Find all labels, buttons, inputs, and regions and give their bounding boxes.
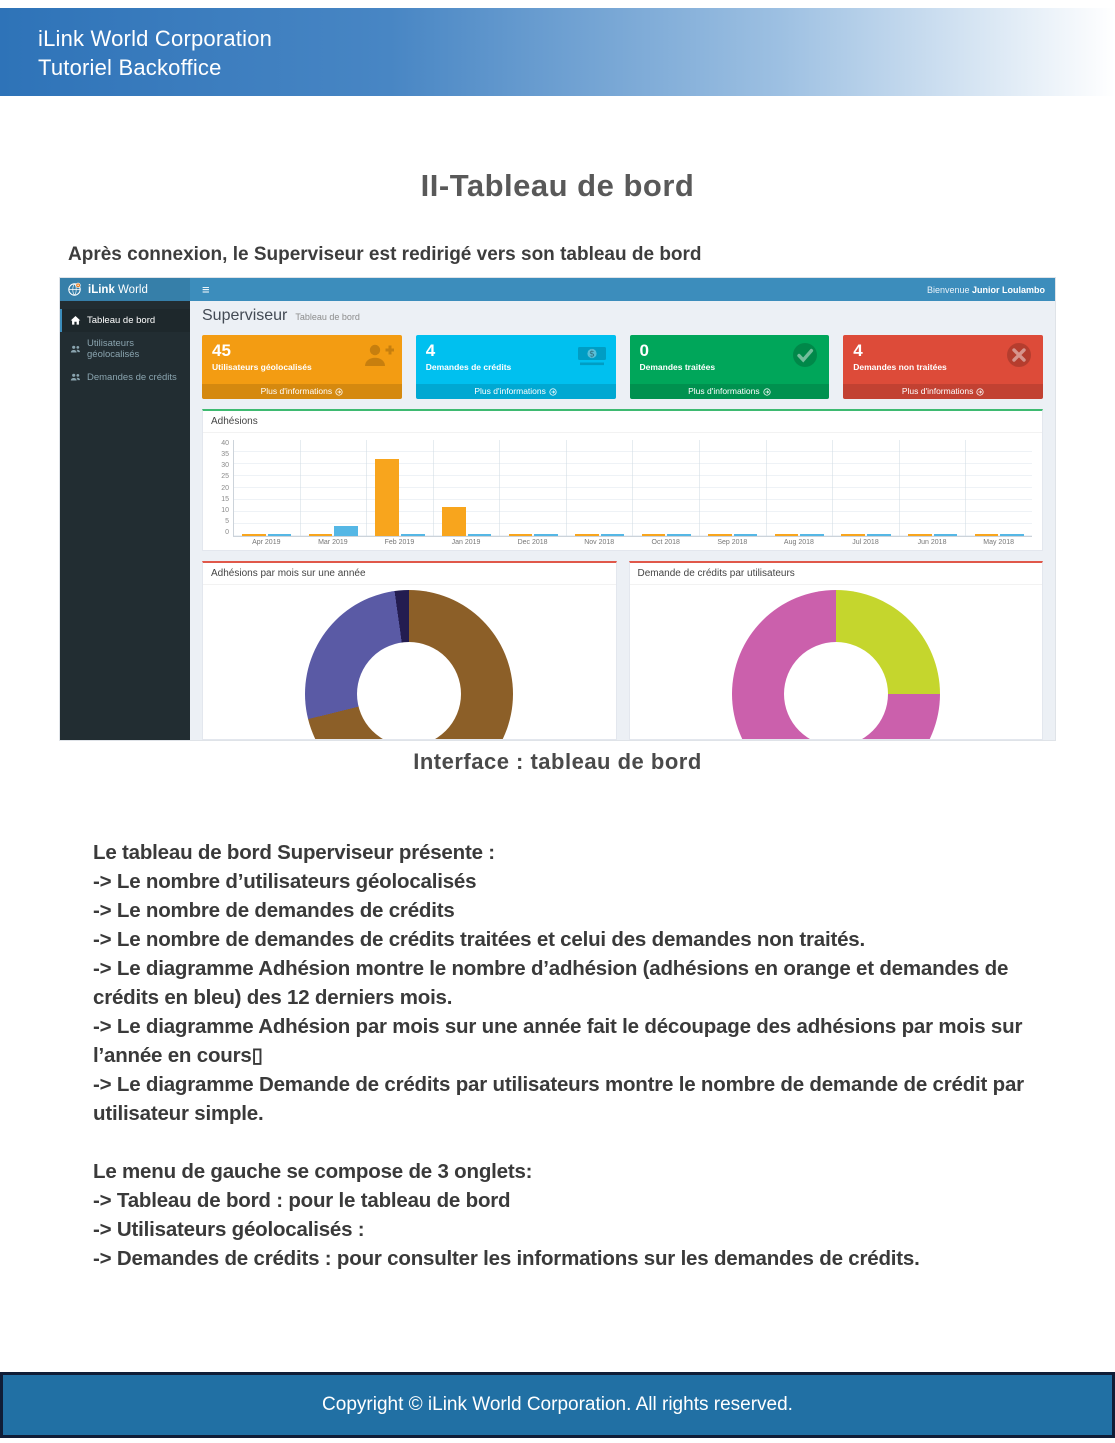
x-tick-label: Nov 2018 bbox=[584, 539, 615, 546]
stat-card-demandes-de-cr-dits bbox=[416, 335, 616, 399]
stat-cards-row bbox=[202, 335, 1043, 399]
sidebar-item-demandes-de-cr-dits[interactable] bbox=[60, 366, 190, 389]
bar-adh-sions bbox=[309, 534, 333, 536]
donut-charts-row bbox=[202, 561, 1043, 740]
stat-card-utilisateurs-g-olocalis-s bbox=[202, 335, 402, 399]
body-text bbox=[93, 838, 1045, 1273]
y-tick-label: 30 bbox=[221, 462, 229, 470]
money-icon bbox=[576, 341, 608, 369]
x-tick-label: Apr 2019 bbox=[252, 539, 281, 546]
more-info-label: Plus d'informations bbox=[901, 386, 974, 396]
bar-group bbox=[633, 440, 700, 536]
bar-group bbox=[234, 440, 301, 536]
bar-group bbox=[434, 440, 501, 536]
body-line: -> Demandes de crédits : pour consulter les informations sur les demandes de crédits. bbox=[93, 1247, 920, 1270]
bar-group bbox=[833, 440, 900, 536]
welcome-label: Bienvenue bbox=[926, 284, 972, 295]
document-header bbox=[0, 8, 1115, 96]
bar-group bbox=[700, 440, 767, 536]
bar-adh-sions bbox=[375, 459, 399, 536]
dashboard-body bbox=[60, 301, 1055, 740]
bar-group bbox=[767, 440, 834, 536]
adhesions-bar-chart bbox=[203, 433, 1042, 550]
body-line: -> Le diagramme Demande de crédits par utilisateurs montre le nombre de demande de crédit par utilisateur simple. bbox=[93, 1073, 1024, 1125]
x-circle-icon bbox=[1003, 341, 1035, 369]
stat-value: 4 bbox=[425, 341, 436, 360]
x-tick-label: Aug 2018 bbox=[783, 539, 814, 546]
x-tick-label: Feb 2019 bbox=[384, 539, 415, 546]
bar-adh-sions bbox=[442, 507, 466, 536]
bar-demandes-de-cr-dits bbox=[667, 534, 691, 536]
arrow-circle-icon bbox=[763, 388, 771, 396]
credit-requests-panel bbox=[629, 561, 1044, 740]
donut1-panel-title: Adhésions par mois sur une année bbox=[203, 563, 616, 585]
x-tick-label: Mar 2019 bbox=[318, 539, 348, 546]
more-info-label: Plus d'informations bbox=[474, 386, 546, 396]
stat-label: Utilisateurs géolocalisés bbox=[212, 362, 312, 372]
more-info-label: Plus d'informations bbox=[688, 386, 760, 396]
home-icon bbox=[70, 315, 81, 326]
sidebar-item-label: Tableau de bord bbox=[87, 315, 156, 326]
bar-group bbox=[900, 440, 967, 536]
content-heading bbox=[202, 307, 1043, 331]
main-content bbox=[190, 301, 1055, 740]
content-subtitle: Tableau de bord bbox=[295, 312, 360, 322]
plot-area bbox=[233, 440, 1032, 546]
users-icon bbox=[70, 344, 81, 355]
body-line: -> Le nombre de demandes de crédits bbox=[93, 899, 455, 922]
bar-demandes-de-cr-dits bbox=[867, 534, 891, 536]
sidebar-item-utilisateurs-g-olocalis-s[interactable] bbox=[60, 332, 190, 366]
body-line: Le tableau de bord Superviseur présente : bbox=[93, 841, 495, 864]
y-tick-label: 10 bbox=[221, 506, 229, 514]
donut2-panel-title: Demande de crédits par utilisateurs bbox=[630, 563, 1043, 585]
bar-demandes-de-cr-dits bbox=[334, 526, 358, 536]
x-tick-label: Jul 2018 bbox=[852, 539, 879, 546]
bar-demandes-de-cr-dits bbox=[734, 534, 758, 536]
stat-label: Demandes de crédits bbox=[425, 362, 512, 372]
y-tick-label: 0 bbox=[225, 529, 229, 536]
adhesions-panel bbox=[202, 409, 1043, 551]
top-navbar bbox=[60, 278, 1055, 301]
y-axis bbox=[209, 440, 233, 536]
company-name: iLink World Corporation bbox=[38, 26, 273, 51]
more-info-link[interactable] bbox=[630, 384, 830, 399]
user-plus-icon bbox=[362, 341, 394, 369]
sidebar bbox=[60, 301, 190, 740]
body-line: -> Le diagramme Adhésion montre le nombre d’adhésion (adhésions en orange et demandes de crédits en bleu) des 12 derniers mois. bbox=[93, 957, 1009, 1009]
bar-adh-sions bbox=[575, 534, 599, 536]
y-tick-label: 5 bbox=[225, 517, 229, 525]
bar-demandes-de-cr-dits bbox=[268, 534, 292, 536]
plot bbox=[233, 440, 1032, 537]
globe-icon bbox=[67, 282, 82, 297]
adhesions-donut-chart bbox=[305, 590, 513, 740]
body-line: -> Tableau de bord : pour le tableau de bord bbox=[93, 1189, 511, 1212]
x-tick-label: Sep 2018 bbox=[717, 539, 748, 546]
x-tick-label: Jan 2019 bbox=[451, 539, 481, 546]
x-tick-label: May 2018 bbox=[983, 539, 1015, 546]
bar-adh-sions bbox=[908, 534, 932, 536]
bar-group bbox=[567, 440, 634, 536]
bar-demandes-de-cr-dits bbox=[468, 534, 492, 536]
y-tick-label: 25 bbox=[221, 473, 229, 481]
stat-label: Demandes traitées bbox=[639, 362, 716, 372]
lead-text: Après connexion, le Superviseur est redirigé vers son tableau de bord bbox=[68, 244, 702, 265]
body-line: Le menu de gauche se compose de 3 onglets: bbox=[93, 1160, 533, 1183]
bar-demandes-de-cr-dits bbox=[601, 534, 625, 536]
stat-value: 0 bbox=[639, 341, 649, 360]
body-line: -> Le diagramme Adhésion par mois sur une année fait le découpage des adhésions par mois sur l’année en cours▯ bbox=[93, 1015, 1023, 1067]
bar-adh-sions bbox=[708, 534, 732, 536]
sidebar-toggle-icon[interactable]: ≡ bbox=[202, 282, 210, 297]
more-info-link[interactable] bbox=[843, 384, 1043, 399]
document-footer bbox=[0, 1372, 1115, 1438]
stat-value: 4 bbox=[853, 341, 863, 360]
stat-card-demandes-non-trait-es bbox=[843, 335, 1043, 399]
username: Junior Loulambo bbox=[972, 284, 1045, 295]
bar-adh-sions bbox=[841, 534, 865, 536]
brand-logo[interactable] bbox=[60, 278, 190, 301]
body-line: -> Le nombre d’utilisateurs géolocalisés bbox=[93, 870, 477, 893]
bar-demandes-de-cr-dits bbox=[1000, 534, 1024, 536]
stat-label: Demandes non traitées bbox=[853, 362, 947, 372]
user-menu[interactable] bbox=[927, 285, 1055, 295]
y-tick-label: 40 bbox=[221, 440, 229, 447]
y-tick-label: 15 bbox=[221, 495, 229, 503]
credit-requests-donut-chart bbox=[732, 590, 940, 740]
bar-group bbox=[500, 440, 567, 536]
users-icon bbox=[70, 372, 81, 383]
section-title: II-Tableau de bord bbox=[420, 168, 695, 203]
copyright-text: Copyright © iLink World Corporation. All rights reserved. bbox=[322, 1394, 793, 1415]
x-tick-label: Jun 2018 bbox=[917, 539, 947, 546]
bar-demandes-de-cr-dits bbox=[934, 534, 958, 536]
dashboard-screenshot bbox=[60, 278, 1055, 740]
bar-adh-sions bbox=[242, 534, 266, 536]
adhesions-panel-title: Adhésions bbox=[203, 411, 1042, 433]
figure-caption: Interface : tableau de bord bbox=[413, 749, 702, 774]
arrow-circle-icon bbox=[976, 388, 984, 396]
sidebar-item-label: Utilisateurs géolocalisés bbox=[87, 338, 140, 360]
body-line: -> Utilisateurs géolocalisés : bbox=[93, 1218, 365, 1241]
bar-group bbox=[367, 440, 434, 536]
content-title: Superviseur bbox=[202, 307, 288, 324]
y-tick-label: 35 bbox=[221, 451, 229, 459]
adhesions-per-month-panel bbox=[202, 561, 617, 740]
bar-adh-sions bbox=[975, 534, 999, 536]
body-line: -> Le nombre de demandes de crédits traitées et celui des demandes non traités. bbox=[93, 928, 865, 951]
document-subtitle: Tutoriel Backoffice bbox=[38, 55, 222, 80]
more-info-label: Plus d'informations bbox=[260, 386, 333, 396]
arrow-circle-icon bbox=[549, 388, 557, 396]
bar-adh-sions bbox=[775, 534, 799, 536]
donut-hole bbox=[784, 642, 888, 740]
x-axis-labels bbox=[233, 539, 1032, 546]
bar-adh-sions bbox=[509, 534, 533, 536]
sidebar-item-label: Demandes de crédits bbox=[87, 372, 177, 383]
stat-value: 45 bbox=[212, 341, 231, 360]
bar-group bbox=[301, 440, 368, 536]
bar-demandes-de-cr-dits bbox=[401, 534, 425, 536]
more-info-link[interactable] bbox=[416, 384, 616, 399]
body-line bbox=[93, 1128, 1045, 1157]
x-tick-label: Oct 2018 bbox=[651, 539, 680, 546]
bar-demandes-de-cr-dits bbox=[800, 534, 824, 536]
stat-card-demandes-trait-es bbox=[630, 335, 830, 399]
navbar bbox=[190, 278, 1055, 301]
more-info-link[interactable] bbox=[202, 384, 402, 399]
arrow-circle-icon bbox=[335, 388, 343, 396]
x-tick-label: Dec 2018 bbox=[517, 539, 548, 546]
bar-adh-sions bbox=[642, 534, 666, 536]
bar-demandes-de-cr-dits bbox=[534, 534, 558, 536]
brand-text: iLink World bbox=[88, 283, 148, 296]
check-circle-icon bbox=[789, 341, 821, 369]
bar-group bbox=[966, 440, 1032, 536]
donut-hole bbox=[357, 642, 461, 740]
svg-text:$: $ bbox=[588, 349, 595, 360]
sidebar-item-tableau-de-bord[interactable] bbox=[60, 309, 190, 332]
y-tick-label: 20 bbox=[221, 484, 229, 492]
